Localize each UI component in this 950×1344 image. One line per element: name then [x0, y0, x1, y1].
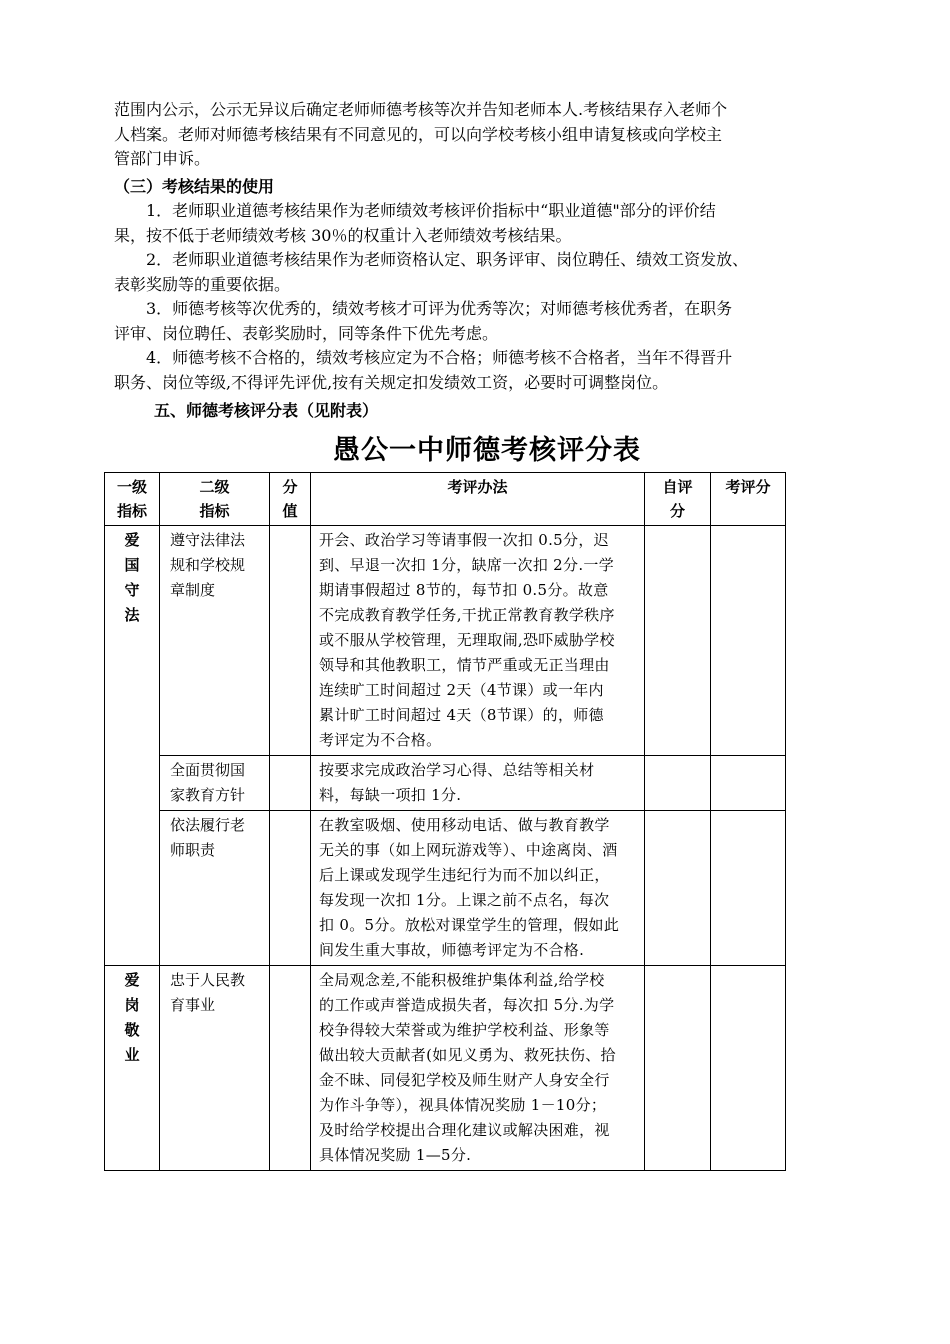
method-line: 校争得较大荣誉或为维护学校利益、形象等 — [319, 1021, 610, 1039]
header-score-line: 分 — [282, 478, 298, 496]
item-1-line-1: 1．老师职业道德考核结果作为老师绩效考核评价指标中“职业道德"部分的评价结 — [146, 201, 716, 220]
method-line: 每发现一次扣 1分。上课之前不点名，每次 — [319, 891, 610, 909]
score-cell[interactable] — [270, 756, 311, 811]
table-header-row — [105, 473, 786, 526]
level2-line: 规和学校规 — [170, 556, 246, 574]
method-line: 间发生重大事故，师德考评定为不合格. — [319, 941, 585, 959]
self-score-cell[interactable] — [645, 756, 711, 811]
method-line: 扣 0。5分。放松对课堂学生的管理，假如此 — [319, 916, 620, 934]
item-2-line-1: 2．老师职业道德考核结果作为老师资格认定、职务评审、岗位聘任、绩效工资发放、 — [146, 250, 749, 269]
method-cell — [311, 756, 645, 811]
header-level1 — [105, 473, 160, 526]
level1-char: 法 — [124, 606, 140, 624]
header-level2 — [160, 473, 270, 526]
level2-cell — [160, 811, 270, 966]
method-line: 全局观念差,不能积极维护集体利益,给学校 — [319, 971, 605, 989]
intro-line: 管部门申诉。 — [114, 149, 211, 168]
intro-line: 范围内公示，公示无异议后确定老师师德考核等次并告知老师本人.考核结果存入老师个 — [114, 100, 728, 119]
intro-line: 人档案。老师对师德考核结果有不同意见的，可以向学校考核小组申请复核或向学校主 — [114, 124, 723, 144]
method-line: 为作斗争等），视具体情况奖励 1－10分； — [319, 1096, 607, 1114]
level2-line: 家教育方针 — [170, 786, 246, 804]
table-row — [105, 526, 786, 756]
method-line: 及时给学校提出合理化建议或解决困难，视 — [319, 1121, 610, 1139]
method-cell — [311, 966, 645, 1171]
method-line: 到、早退一次扣 1分，缺席一次扣 2分.一学 — [319, 556, 614, 574]
method-line: 累计旷工时间超过 4天（8节课）的，师德 — [319, 706, 604, 724]
self-score-cell[interactable] — [645, 966, 711, 1171]
level1-char: 岗 — [124, 996, 140, 1014]
header-level2-line: 指标 — [199, 502, 230, 520]
table-row — [105, 966, 786, 1171]
level2-line: 依法履行老 — [170, 816, 246, 834]
level1-char: 业 — [124, 1046, 140, 1064]
level2-cell — [160, 756, 270, 811]
level2-line: 章制度 — [170, 581, 216, 599]
item-3-line-1: 3．师德考核等次优秀的，绩效考核才可评为优秀等次；对师德考核优秀者，在职务 — [146, 299, 733, 318]
eval-score-cell[interactable] — [711, 526, 786, 756]
header-score — [270, 473, 311, 526]
score-cell[interactable] — [270, 966, 311, 1171]
table-row — [105, 756, 786, 811]
level1-cell — [105, 966, 160, 1171]
level1-char: 守 — [124, 581, 140, 599]
level2-cell — [160, 526, 270, 756]
level1-char: 爱 — [124, 531, 140, 549]
eval-score-cell[interactable] — [711, 756, 786, 811]
level2-line: 遵守法律法 — [170, 531, 246, 549]
level2-line: 育事业 — [170, 996, 216, 1014]
method-line: 后上课或发现学生违纪行为而不加以纠正， — [319, 866, 610, 884]
score-cell[interactable] — [270, 526, 311, 756]
section-heading-5: 五、师德考核评分表（见附表） — [154, 401, 379, 420]
level2-line: 全面贯彻国 — [170, 761, 246, 779]
method-line: 无关的事（如上网玩游戏等）、中途离岗、酒 — [319, 841, 618, 859]
header-level2-line: 二级 — [199, 478, 230, 496]
method-line: 做出较大贡献者(如见义勇为、救死扶伤、拾 — [319, 1046, 616, 1064]
item-4-line-2: 职务、岗位等级,不得评先评优,按有关规定扣发绩效工资，必要时可调整岗位。 — [114, 372, 669, 392]
header-eval-score: 考评分 — [711, 473, 786, 526]
method-line: 按要求完成政治学习心得、总结等相关材 — [319, 761, 595, 779]
level1-char: 爱 — [124, 971, 140, 989]
method-cell — [311, 526, 645, 756]
self-score-cell[interactable] — [645, 526, 711, 756]
table-row — [105, 811, 786, 966]
item-3-line-2: 评审、岗位聘任、表彰奖励时，同等条件下优先考虑。 — [114, 323, 499, 343]
score-table — [104, 472, 786, 1171]
score-cell[interactable] — [270, 811, 311, 966]
item-4-line-1: 4．师德考核不合格的，绩效考核应定为不合格；师德考核不合格者，当年不得晋升 — [146, 348, 733, 367]
method-line: 领导和其他教职工，情节严重或无正当理由 — [319, 656, 610, 674]
self-score-cell[interactable] — [645, 811, 711, 966]
header-self-score — [645, 473, 711, 526]
method-line: 期请事假超过 8节的，每节扣 0.5分。故意 — [319, 581, 609, 599]
header-level1-line: 指标 — [116, 502, 147, 520]
method-line: 在教室吸烟、使用移动电话、做与教育教学 — [319, 816, 610, 834]
table-title: 愚公一中师德考核评分表 — [333, 435, 641, 466]
method-line: 或不服从学校管理，无理取闹,恐吓威胁学校 — [319, 631, 615, 649]
method-line: 连续旷工时间超过 2天（4节课）或一年内 — [319, 681, 604, 699]
intro-paragraph — [114, 98, 874, 172]
header-self-score-line: 分 — [669, 502, 685, 520]
header-level1-line: 一级 — [116, 478, 147, 496]
item-1-line-2: 果，按不低于老师绩效考核 30％的权重计入老师绩效考核结果。 — [114, 225, 572, 245]
header-method: 考评办法 — [311, 473, 645, 526]
method-line: 料，每缺一项扣 1分. — [319, 786, 462, 804]
method-line: 具体情况奖励 1—5分. — [319, 1146, 472, 1164]
level2-cell — [160, 966, 270, 1171]
method-cell — [311, 811, 645, 966]
section-heading-3: （三）考核结果的使用 — [114, 177, 275, 196]
method-line: 不完成教育教学任务,干扰正常教育教学秩序 — [319, 606, 615, 624]
level2-line: 师职责 — [170, 841, 216, 859]
eval-score-cell[interactable] — [711, 811, 786, 966]
level1-char: 敬 — [124, 1021, 140, 1039]
item-2-line-2: 表彰奖励等的重要依据。 — [114, 274, 291, 294]
method-line: 的工作或声誉造成损失者，每次扣 5分.为学 — [319, 996, 615, 1014]
header-self-score-line: 自评 — [662, 478, 693, 496]
header-score-line: 值 — [282, 502, 298, 520]
method-line: 金不昧、同侵犯学校及师生财产人身安全行 — [319, 1071, 610, 1089]
method-line: 开会、政治学习等请事假一次扣 0.5分，迟 — [319, 531, 609, 549]
usage-items — [114, 199, 874, 395]
eval-score-cell[interactable] — [711, 966, 786, 1171]
method-line: 考评定为不合格。 — [319, 731, 442, 749]
level2-line: 忠于人民教 — [170, 971, 246, 989]
level1-char: 国 — [124, 556, 140, 574]
level1-cell — [105, 526, 160, 966]
